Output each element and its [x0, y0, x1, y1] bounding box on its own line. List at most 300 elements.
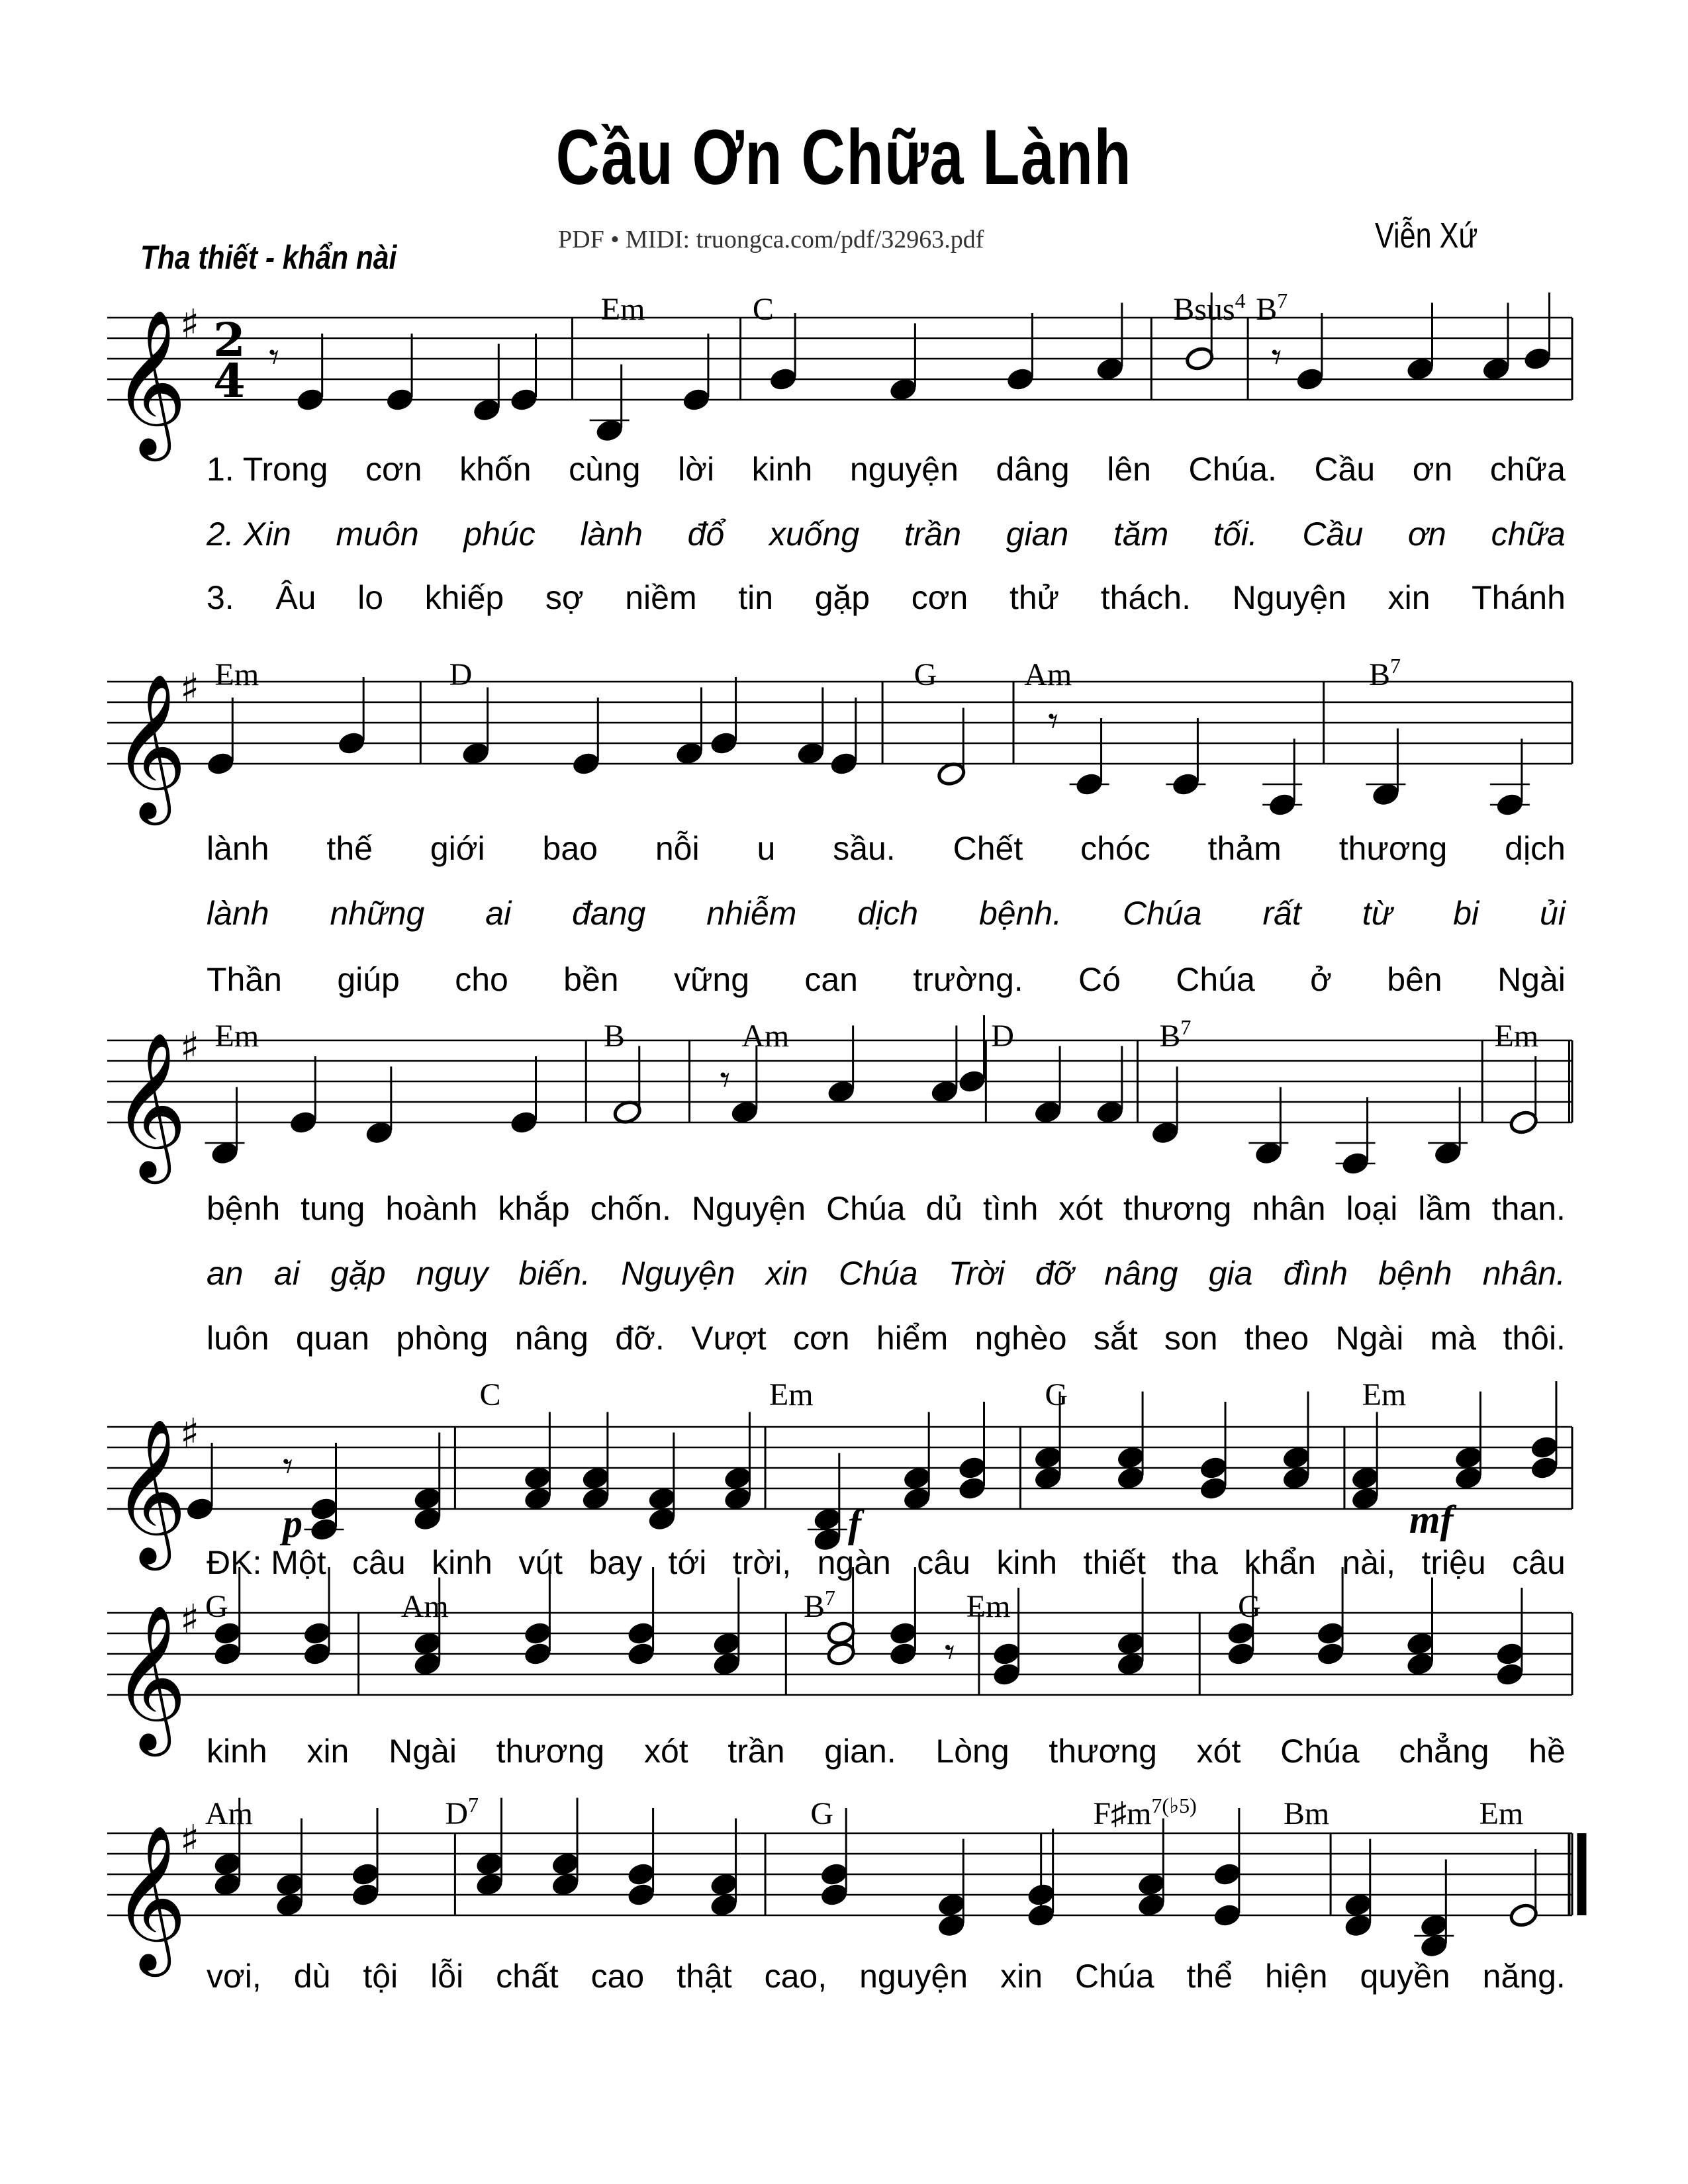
- lyric-word: đổ: [687, 516, 725, 553]
- chord-symbol: [741, 1018, 789, 1054]
- lyric-word: ủi: [1540, 895, 1566, 932]
- chord-symbol: [1284, 1796, 1329, 1832]
- lyric-word: tin: [738, 579, 774, 616]
- lyric-word: tăm: [1113, 516, 1169, 553]
- lyric-line: [207, 1189, 1566, 1228]
- lyric-word: ĐK: Một: [207, 1544, 326, 1581]
- final-barline: [1577, 1833, 1586, 1915]
- lyric-word: than.: [1491, 1190, 1566, 1227]
- lyric-word: trần: [904, 516, 962, 553]
- notehead: [902, 1486, 932, 1512]
- notehead: [820, 1861, 849, 1887]
- lyric-word: loại: [1346, 1190, 1398, 1227]
- lyric-word: Chúa: [838, 1255, 918, 1292]
- treble-clef-icon: 𝄞: [113, 1031, 187, 1177]
- notehead: [712, 1651, 741, 1677]
- lyric-word: tối.: [1213, 516, 1258, 553]
- lyric-word: chất: [496, 1958, 559, 1995]
- lyric-word: ai: [273, 1255, 300, 1292]
- notehead: [1026, 1882, 1056, 1907]
- lyric-word: tình: [983, 1190, 1039, 1227]
- notehead: [723, 1465, 753, 1491]
- notehead: [929, 1079, 959, 1105]
- key-signature-sharp-icon: ♯: [180, 1410, 200, 1457]
- lyric-word: từ: [1362, 895, 1393, 932]
- chord-root: B: [603, 1019, 625, 1054]
- lyric-word: thương: [1338, 830, 1448, 867]
- notehead: [937, 1913, 966, 1938]
- notehead: [1509, 1902, 1538, 1928]
- notehead: [1350, 1465, 1380, 1491]
- lyric-word: Nguyện: [691, 1190, 806, 1227]
- notehead: [1315, 1641, 1345, 1666]
- notehead: [206, 751, 236, 776]
- chord-symbol: [1495, 1018, 1539, 1054]
- notehead: [1495, 792, 1524, 817]
- lyric-word: gặp: [814, 579, 870, 616]
- treble-clef-icon: 𝄞: [113, 672, 187, 819]
- lyric-word: Ngài: [1335, 1320, 1404, 1357]
- chord-symbol: [401, 1588, 449, 1625]
- lyric-word: tội: [363, 1958, 399, 1995]
- notehead: [1198, 1475, 1228, 1501]
- lyric-word: Chúa: [1280, 1733, 1360, 1770]
- lyric-word: bệnh.: [978, 895, 1062, 932]
- notehead: [1529, 1434, 1559, 1460]
- lyric-word: lành: [580, 516, 643, 553]
- lyric-word: lời: [678, 451, 715, 488]
- notehead: [550, 1851, 580, 1877]
- chord-root: Em: [600, 292, 645, 327]
- lyric-word: cùng: [569, 451, 641, 488]
- notehead: [302, 1641, 332, 1666]
- notehead: [729, 1099, 759, 1125]
- lyric-word: xuống: [769, 516, 860, 553]
- lyric-word: dịch: [857, 895, 919, 932]
- notehead: [275, 1872, 305, 1897]
- notehead: [1033, 1099, 1062, 1125]
- lyric-word: kinh: [996, 1544, 1058, 1581]
- chord-symbol: [1045, 1377, 1068, 1413]
- notehead: [1095, 356, 1125, 382]
- lyric-word: trần: [727, 1733, 785, 1770]
- notehead: [412, 1631, 442, 1657]
- notehead: [1295, 366, 1325, 392]
- notehead: [1340, 1150, 1370, 1176]
- lyric-word: vút: [518, 1544, 563, 1581]
- chord-extension: 7: [1180, 1015, 1192, 1039]
- lyric-line: [207, 1254, 1566, 1293]
- notehead: [275, 1892, 305, 1918]
- lyric-word: niềm: [625, 579, 697, 616]
- chord-root: Em: [214, 657, 259, 692]
- chord-root: D: [449, 657, 473, 692]
- lyric-word: phòng: [396, 1320, 489, 1357]
- notehead: [709, 730, 739, 756]
- lyric-word: nỗi: [655, 830, 700, 867]
- lyric-word: Âu: [275, 579, 316, 616]
- notehead: [647, 1506, 677, 1532]
- lyric-word: nghèo: [974, 1320, 1067, 1357]
- notehead: [212, 1851, 242, 1877]
- lyric-word: trường.: [913, 961, 1023, 998]
- notehead: [412, 1651, 442, 1677]
- lyric-word: 2. Xin: [207, 516, 291, 553]
- lyric-word: chốn.: [590, 1190, 671, 1227]
- notehead: [1095, 1099, 1125, 1125]
- notehead: [1454, 1465, 1483, 1491]
- lyric-word: câu: [917, 1544, 970, 1581]
- lyric-word: khẩn: [1244, 1544, 1316, 1581]
- notehead: [1405, 1651, 1435, 1677]
- notehead: [1454, 1445, 1483, 1471]
- notehead: [1350, 1486, 1380, 1512]
- lyric-word: mà: [1430, 1320, 1477, 1357]
- lyric-line: [207, 1319, 1566, 1357]
- lyric-word: sầu.: [833, 830, 896, 867]
- notehead: [1171, 771, 1201, 797]
- dynamic-marking: mf: [1409, 1498, 1454, 1541]
- lyric-word: quan: [295, 1320, 370, 1357]
- lyric-word: đình: [1283, 1255, 1348, 1292]
- lyric-word: can: [804, 961, 858, 998]
- lyric-word: ai: [485, 895, 512, 932]
- lyric-word: Chúa: [826, 1190, 906, 1227]
- lyric-word: dịch: [1505, 830, 1566, 867]
- chord-root: B: [803, 1589, 825, 1624]
- chord-root: G: [1045, 1377, 1068, 1412]
- chord-root: C: [752, 292, 774, 327]
- chord-symbol: [753, 291, 774, 328]
- notehead: [1419, 1933, 1449, 1959]
- notehead: [289, 1109, 318, 1135]
- notehead: [475, 1851, 504, 1877]
- chord-extension: 7: [1277, 289, 1288, 312]
- chord-symbol: [991, 1018, 1014, 1054]
- notehead: [1343, 1892, 1373, 1918]
- eighth-rest-icon: 𝄾: [1271, 334, 1282, 381]
- notehead: [709, 1872, 739, 1897]
- notehead: [937, 761, 966, 787]
- notehead: [1137, 1872, 1166, 1897]
- notehead: [1226, 1641, 1256, 1666]
- notehead: [829, 751, 859, 776]
- notehead: [461, 741, 491, 766]
- chord-symbol: [1256, 291, 1288, 328]
- notehead: [309, 1516, 339, 1542]
- lyric-word: kinh: [207, 1733, 267, 1770]
- lyric-word: dù: [293, 1958, 331, 1995]
- notehead: [1495, 1661, 1524, 1687]
- notehead: [364, 1120, 394, 1146]
- lyric-word: thiết: [1083, 1544, 1147, 1581]
- notehead: [309, 1496, 339, 1522]
- lyric-line: [207, 578, 1566, 617]
- lyric-word: Chúa.: [1188, 451, 1277, 488]
- notehead: [350, 1882, 380, 1907]
- lyric-word: xin: [1000, 1958, 1043, 1995]
- lyric-word: biến.: [518, 1255, 590, 1292]
- notehead: [1150, 1120, 1180, 1146]
- lyric-word: khắp: [498, 1190, 570, 1227]
- chord-symbol: [604, 1018, 625, 1054]
- lyric-word: Nguyện: [1232, 579, 1346, 616]
- notehead: [581, 1486, 610, 1512]
- chord-symbol: [914, 657, 937, 693]
- chord-symbol: [445, 1793, 479, 1832]
- lyric-word: 1. Trong: [207, 451, 328, 488]
- lyric-word: thử: [1009, 579, 1060, 616]
- chord-extension: 7: [1390, 654, 1401, 678]
- lyric-word: chữa: [1489, 451, 1566, 488]
- notehead: [337, 730, 367, 756]
- lyric-word: thôi.: [1503, 1320, 1566, 1357]
- notehead: [1371, 782, 1401, 807]
- time-signature-top: 2: [213, 312, 246, 367]
- lyric-word: thách.: [1100, 579, 1191, 616]
- notehead: [550, 1872, 580, 1897]
- chord-extension: 4: [1235, 289, 1246, 312]
- eighth-rest-icon: 𝄾: [1048, 698, 1059, 745]
- lyric-word: chữa: [1491, 516, 1566, 553]
- lyric-word: đang: [572, 895, 646, 932]
- lyric-line: [207, 894, 1566, 933]
- chord-root: D: [445, 1796, 469, 1831]
- notehead: [957, 1068, 987, 1094]
- lyric-word: cơn: [792, 1320, 850, 1357]
- lyric-word: nhiễm: [706, 895, 797, 932]
- notehead: [1198, 1455, 1228, 1480]
- dynamic-marking: p: [283, 1502, 303, 1545]
- lyric-word: Lòng: [935, 1733, 1009, 1770]
- chord-symbol: [1093, 1796, 1196, 1832]
- lyric-word: muôn: [336, 516, 419, 553]
- notehead: [581, 1465, 610, 1491]
- lyric-word: phúc: [463, 516, 536, 553]
- notehead: [1115, 1445, 1145, 1471]
- notehead: [350, 1861, 380, 1887]
- chord-symbol: [1479, 1796, 1524, 1832]
- source-link[interactable]: PDF • MIDI: truongca.com/pdf/32963.pdf: [558, 226, 984, 253]
- notehead: [509, 387, 539, 412]
- notehead: [1115, 1651, 1145, 1677]
- lyric-word: câu: [352, 1544, 406, 1581]
- notehead: [826, 1641, 856, 1666]
- chord-root: Em: [1362, 1377, 1407, 1412]
- notehead: [523, 1465, 553, 1491]
- notehead: [957, 1475, 987, 1501]
- treble-clef-icon: 𝄞: [113, 1824, 187, 1970]
- notehead: [1033, 1465, 1062, 1491]
- lyric-word: giới: [430, 830, 485, 867]
- lyric-word: gian: [1006, 516, 1069, 553]
- lyric-word: sắt: [1093, 1320, 1138, 1357]
- lyric-word: ơn: [1407, 516, 1446, 553]
- chord-root: Em: [1479, 1796, 1524, 1831]
- lyric-word: tung: [301, 1190, 365, 1227]
- lyric-word: hiểm: [876, 1320, 949, 1357]
- tempo-marking: Tha thiết - khẩn nài: [140, 239, 397, 276]
- chord-root: C: [479, 1377, 501, 1412]
- chord-extension: 7(♭5): [1151, 1794, 1197, 1817]
- notehead: [826, 1079, 856, 1105]
- lyric-word: tha: [1172, 1544, 1219, 1581]
- notehead: [992, 1641, 1021, 1666]
- notehead: [1074, 771, 1104, 797]
- lyric-word: nâng: [514, 1320, 588, 1357]
- notehead: [712, 1631, 741, 1657]
- lyric-word: vững: [673, 961, 750, 998]
- lyric-word: lầm: [1418, 1190, 1472, 1227]
- lyric-line: [207, 960, 1566, 999]
- lyric-word: khốn: [459, 451, 532, 488]
- lyric-word: lành: [207, 830, 269, 867]
- notehead: [1115, 1465, 1145, 1491]
- notehead: [1481, 356, 1511, 382]
- chord-root: Am: [205, 1796, 253, 1831]
- key-signature-sharp-icon: ♯: [180, 1596, 200, 1643]
- lyric-word: câu: [1512, 1544, 1566, 1581]
- lyric-word: nguyện: [849, 451, 959, 488]
- lyric-word: Thần: [207, 961, 282, 998]
- lyric-word: chẳng: [1399, 1733, 1489, 1770]
- chord-extension: 7: [824, 1586, 835, 1610]
- chord-symbol: [966, 1588, 1011, 1625]
- lyric-word: bao: [542, 830, 598, 867]
- chord-symbol: [215, 657, 259, 693]
- notehead: [937, 1892, 966, 1918]
- chord-root: B: [1256, 292, 1278, 327]
- lyric-word: xót: [1196, 1733, 1241, 1770]
- lyric-line: [207, 829, 1566, 868]
- notehead: [1115, 1631, 1145, 1657]
- lyric-word: 3.: [207, 579, 234, 616]
- notehead: [888, 1641, 918, 1666]
- key-signature-sharp-icon: ♯: [180, 1024, 200, 1070]
- notehead: [1405, 1631, 1435, 1657]
- eighth-rest-icon: 𝄾: [944, 1629, 955, 1676]
- lyric-word: giúp: [337, 961, 400, 998]
- chord-root: G: [914, 657, 937, 692]
- lyric-word: bên: [1387, 961, 1442, 998]
- chord-symbol: [769, 1377, 814, 1413]
- notehead: [992, 1661, 1021, 1687]
- notehead: [472, 397, 502, 423]
- notehead: [385, 387, 414, 412]
- chord-root: Em: [214, 1019, 259, 1054]
- lyric-word: trời,: [732, 1544, 792, 1581]
- lyric-word: Chúa: [1176, 961, 1255, 998]
- notehead: [1509, 1109, 1538, 1135]
- notehead: [1343, 1913, 1373, 1938]
- notehead: [626, 1882, 656, 1907]
- lyric-line: [207, 450, 1566, 488]
- lyric-word: đỡ: [1035, 1255, 1074, 1292]
- composer: Viễn Xứ: [1375, 216, 1478, 255]
- chord-root: B: [1159, 1019, 1181, 1054]
- lyric-word: cơn: [365, 451, 422, 488]
- lyric-word: u: [757, 830, 776, 867]
- notehead: [709, 1892, 739, 1918]
- eighth-rest-icon: 𝄾: [283, 1443, 293, 1490]
- lyric-word: thảm: [1207, 830, 1282, 867]
- notehead: [647, 1486, 677, 1512]
- lyric-word: xin: [1387, 579, 1430, 616]
- lyric-word: thương: [496, 1733, 605, 1770]
- lyric-word: an: [207, 1255, 244, 1292]
- notehead: [626, 1620, 656, 1646]
- lyric-word: thật: [677, 1958, 732, 1995]
- chord-root: Em: [1494, 1019, 1539, 1054]
- notehead: [295, 387, 325, 412]
- notehead: [1433, 1140, 1463, 1166]
- chord-symbol: [205, 1588, 228, 1625]
- notehead: [523, 1620, 553, 1646]
- notehead: [509, 1109, 539, 1135]
- notehead: [888, 1620, 918, 1646]
- lyric-word: cao: [590, 1958, 645, 1995]
- notehead: [412, 1506, 442, 1532]
- notehead: [681, 387, 711, 412]
- notehead: [769, 366, 798, 392]
- lyric-word: xót: [643, 1733, 688, 1770]
- lyric-word: cho: [455, 961, 508, 998]
- lyric-word: dâng: [996, 451, 1070, 488]
- lyric-word: đỡ.: [615, 1320, 665, 1357]
- chord-symbol: [1159, 1015, 1192, 1054]
- chord-symbol: [1173, 291, 1245, 328]
- lyric-word: Cầu: [1302, 516, 1364, 553]
- notehead: [1212, 1861, 1242, 1887]
- chord-symbol: [449, 657, 473, 693]
- lyric-word: ơn: [1412, 451, 1453, 488]
- notehead: [302, 1620, 332, 1646]
- lyric-word: lên: [1107, 451, 1151, 488]
- lyric-word: cơn: [911, 579, 968, 616]
- lyric-word: lỗi: [430, 1958, 464, 1995]
- lyric-word: lành: [207, 895, 269, 932]
- chord-symbol: [810, 1796, 833, 1832]
- lyric-word: Có: [1078, 961, 1121, 998]
- treble-clef-icon: 𝄞: [113, 308, 187, 455]
- treble-clef-icon: 𝄞: [113, 1604, 187, 1750]
- notehead: [888, 377, 918, 402]
- lyric-word: xin: [306, 1733, 350, 1770]
- lyric-word: nài,: [1342, 1544, 1395, 1581]
- song-title: Cầu Ơn Chữa Lành: [555, 114, 1133, 201]
- lyric-word: xót: [1058, 1190, 1103, 1227]
- chord-root: Bsus: [1173, 292, 1235, 327]
- lyric-word: sợ: [545, 579, 584, 616]
- notehead: [612, 1099, 642, 1125]
- lyric-word: cao,: [764, 1958, 827, 1995]
- lyric-word: gian.: [824, 1733, 896, 1770]
- lyric-word: bay: [588, 1544, 643, 1581]
- notehead: [1254, 1140, 1284, 1166]
- chord-symbol: [205, 1796, 253, 1832]
- lyric-line: [207, 515, 1566, 553]
- chord-root: D: [991, 1019, 1014, 1054]
- lyric-word: quyền: [1360, 1958, 1450, 1995]
- notehead: [475, 1872, 504, 1897]
- notehead: [675, 741, 704, 766]
- lyric-word: nguy: [416, 1255, 489, 1292]
- lyric-word: Nguyện: [621, 1255, 735, 1292]
- lyric-word: bệnh: [207, 1190, 281, 1227]
- notehead: [1268, 792, 1297, 817]
- lyric-word: rất: [1262, 895, 1301, 932]
- chord-root: Am: [741, 1019, 790, 1054]
